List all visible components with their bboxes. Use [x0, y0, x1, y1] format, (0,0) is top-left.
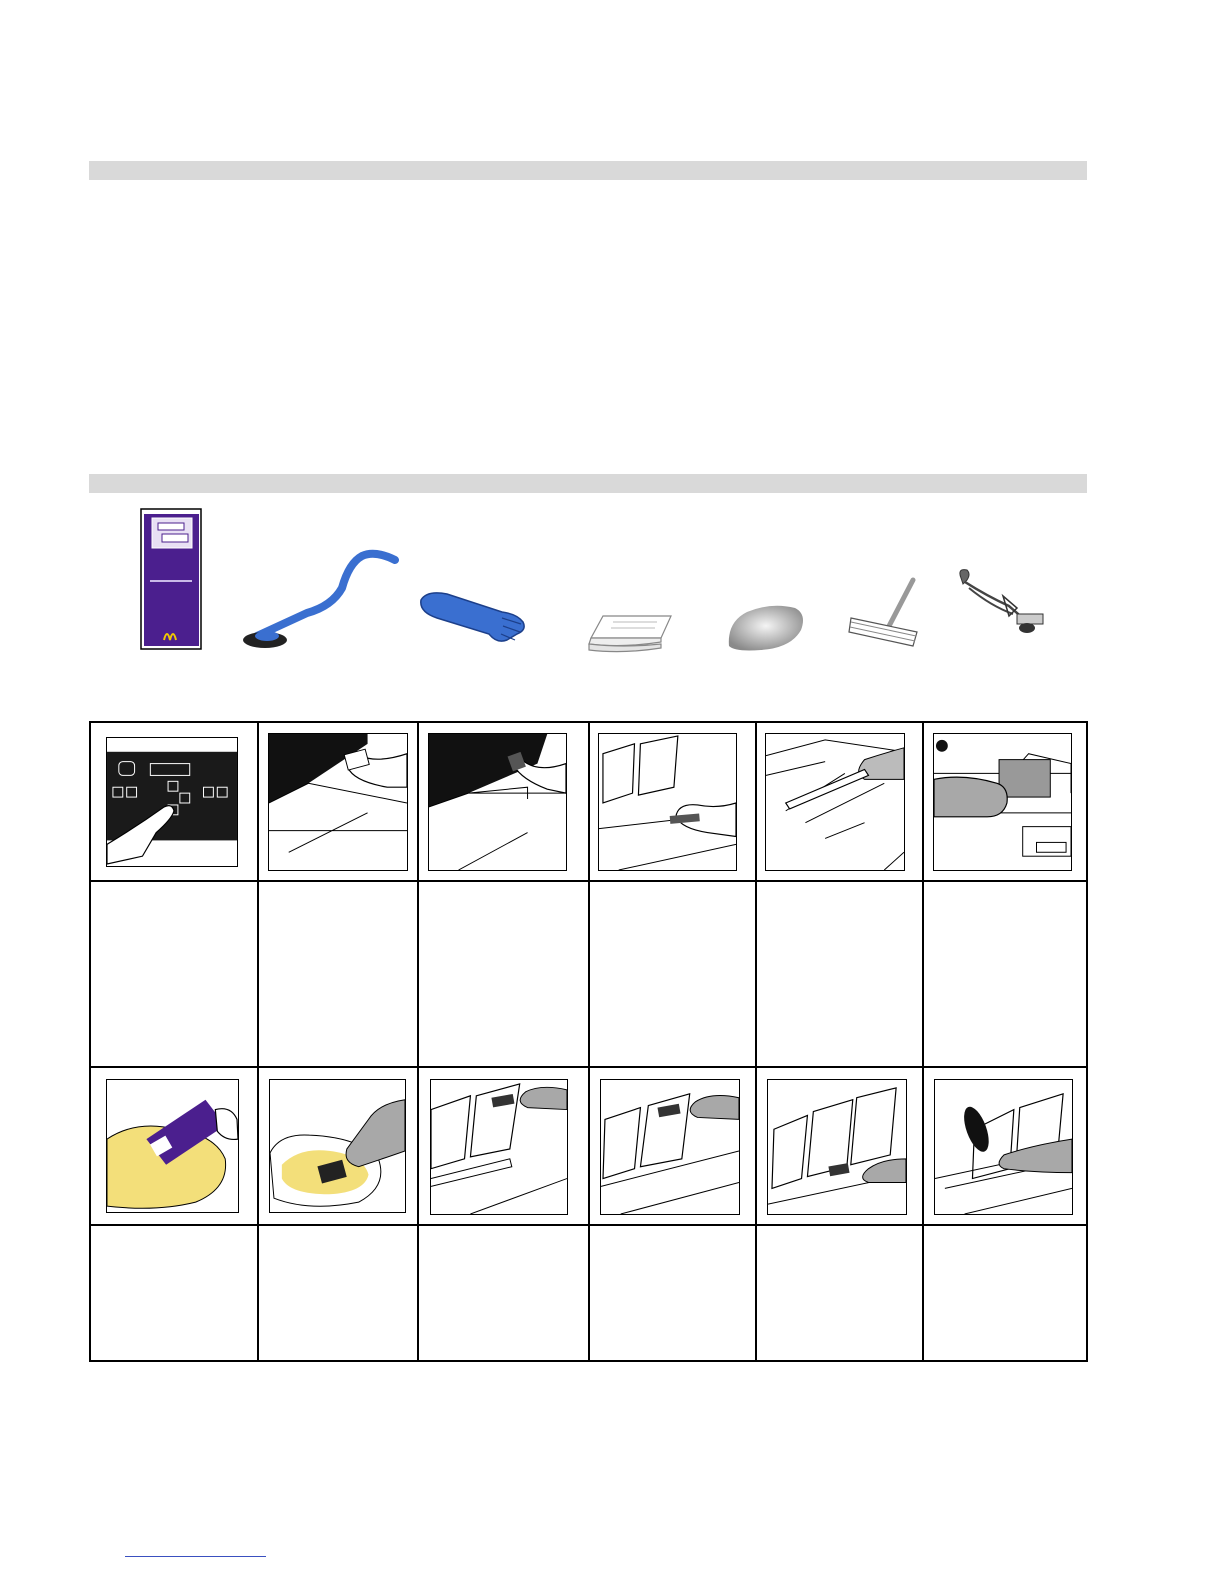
- towels-icon: [583, 608, 679, 654]
- wipe-surface-step-icon: [598, 733, 737, 871]
- clean-backsplash-step-icon: [428, 733, 567, 871]
- procedure-card-icon: [140, 508, 202, 650]
- section-header-bar-2: [89, 474, 1087, 493]
- section-header-bar-1: [89, 161, 1087, 180]
- squeegee-step-icon: [765, 733, 905, 871]
- tools-row: [89, 500, 1087, 660]
- scraper-tool-icon: [947, 566, 1057, 644]
- pad-grease-step-icon: [269, 1079, 406, 1213]
- grease-trough-step-icon: [933, 733, 1072, 871]
- cleaner-card-step-icon: [106, 1079, 239, 1213]
- procedure-steps-grid: [89, 721, 1088, 1362]
- scrub-center-step-icon: [600, 1079, 740, 1215]
- wipe-backsplash-step-icon: [268, 733, 408, 871]
- squeegee-icon: [847, 576, 927, 654]
- footer-link-underline[interactable]: [125, 1556, 266, 1557]
- final-wipe-step-icon: [934, 1079, 1073, 1215]
- control-panel-step-icon: [106, 737, 238, 867]
- scrub-left-step-icon: [430, 1079, 568, 1215]
- gloves-icon: [417, 588, 529, 650]
- brush-icon: [237, 548, 402, 653]
- scrub-right-step-icon: [767, 1079, 907, 1215]
- scrub-pad-icon: [725, 602, 807, 652]
